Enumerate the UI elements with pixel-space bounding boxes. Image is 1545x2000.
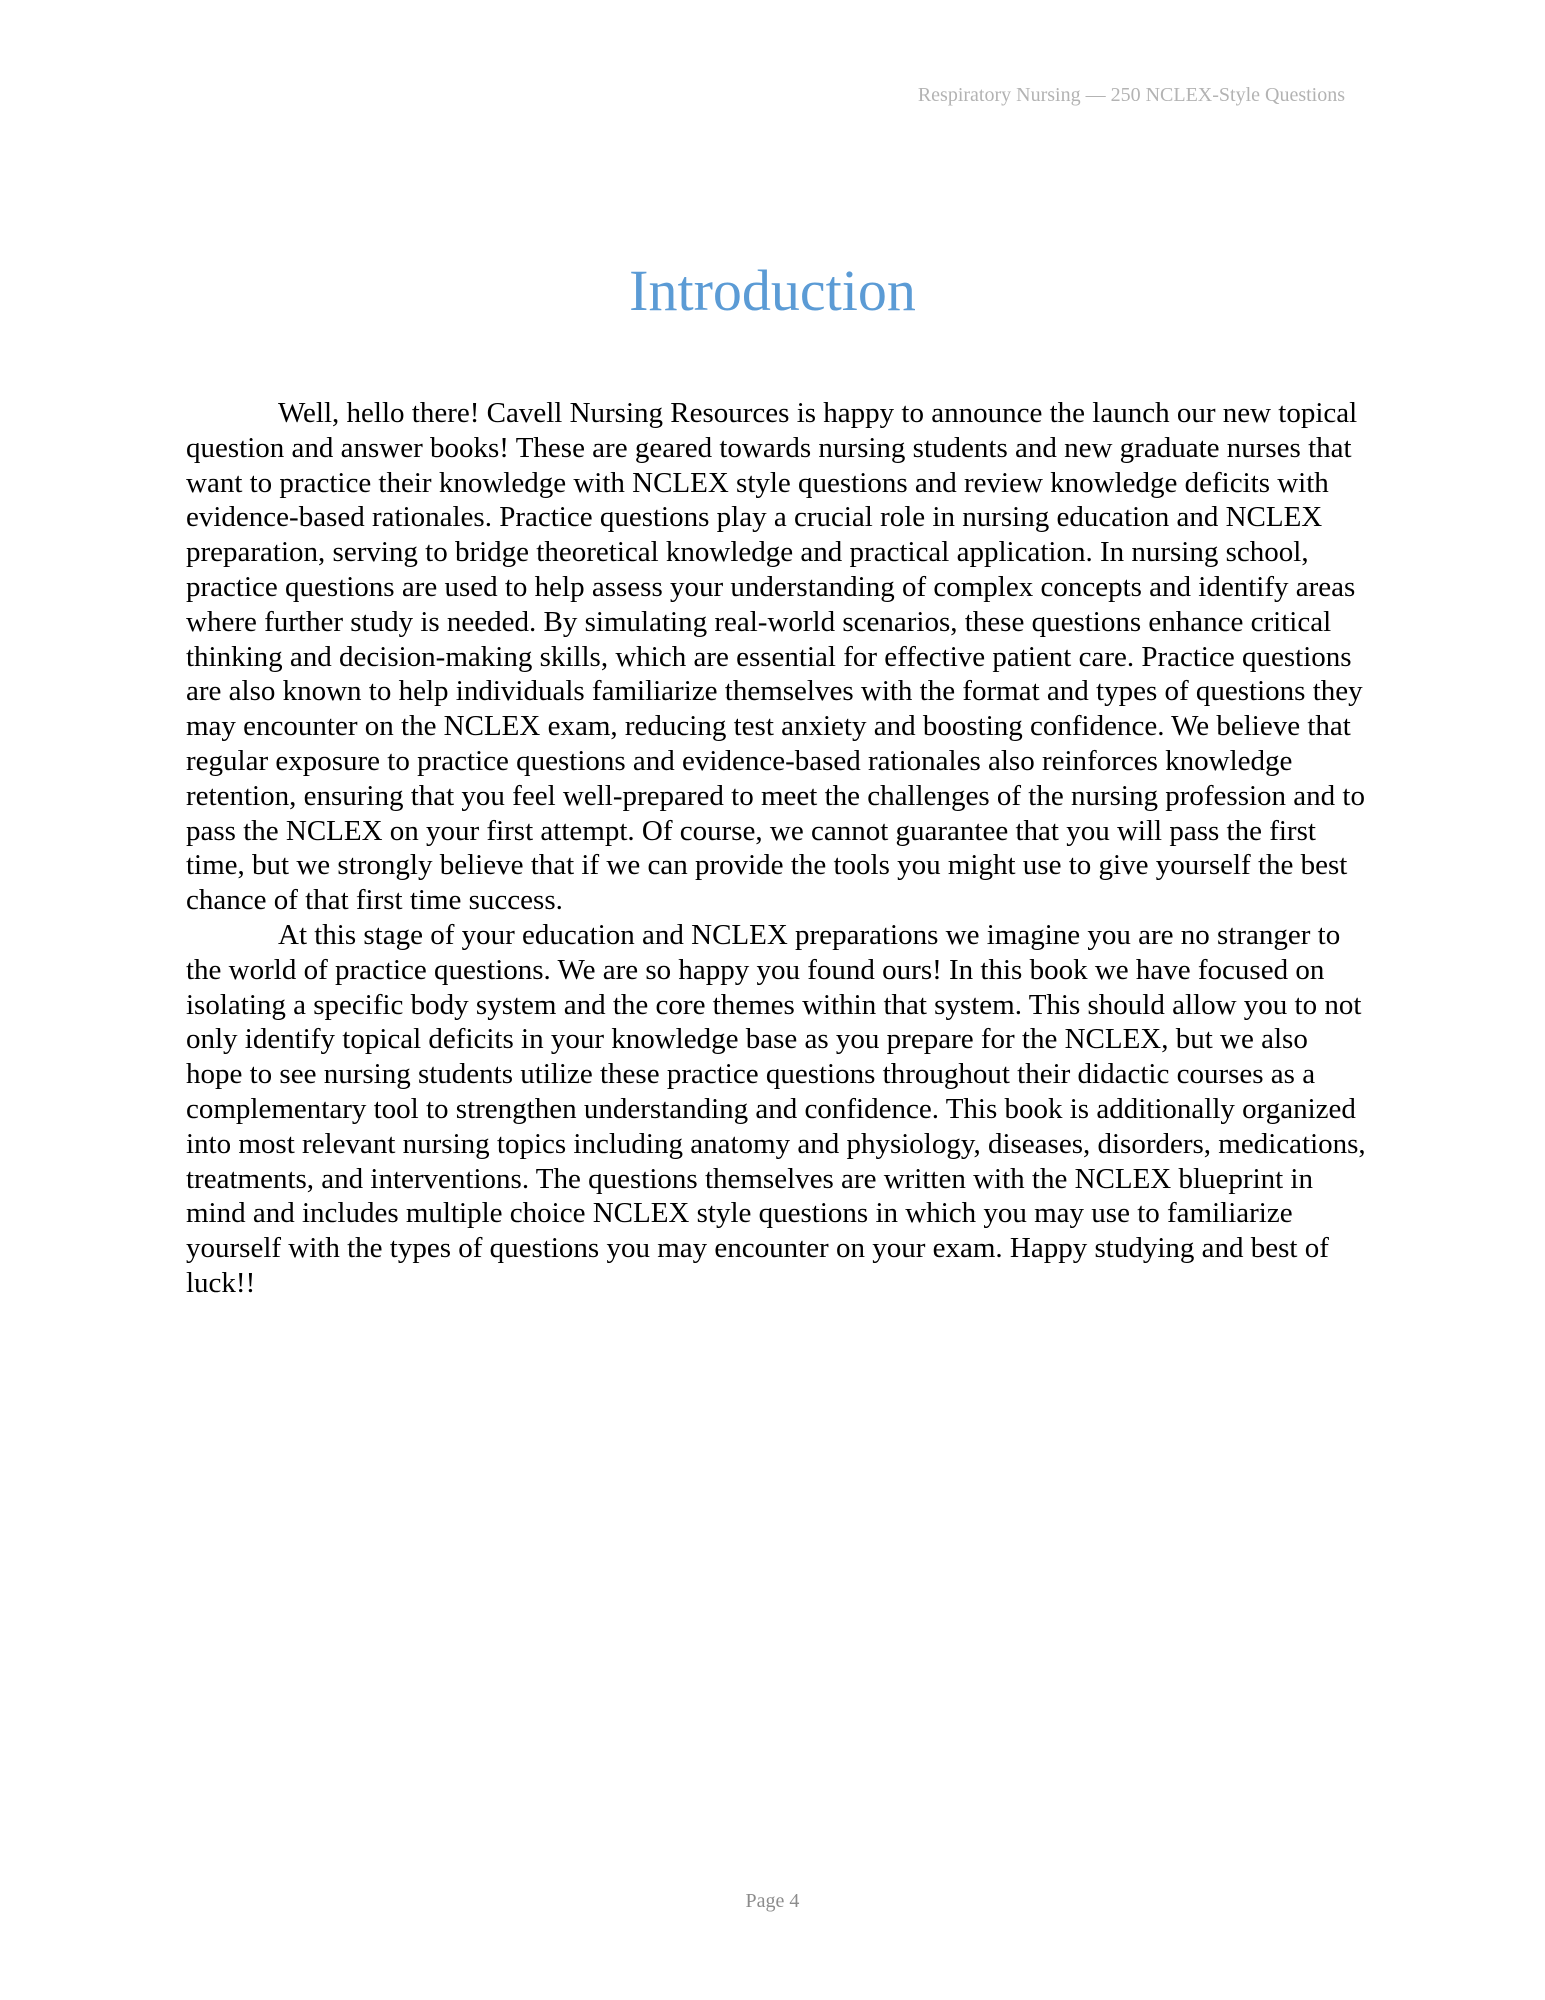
page-title: Introduction [629, 258, 916, 323]
paragraph-intro: Well, hello there! Cavell Nursing Resources is happy to announce the launch our new topical question and answer books! These are geared towards nursing students and new graduate nurses that want to practice their knowledge with NCLEX style questions and review knowledge deficits with evidence-based rationales. Practice questions play a crucial role in nursing education and NCLEX preparation, serving to bridge theoretical knowledge and practical application. In nursing school, practice questions are used to help assess your understanding of complex concepts and identify areas where further study is needed. By simulating real-world scenarios, these questions enhance critical thinking and decision-making skills, which are essential for effective patient care. Practice questions are also known to help individuals familiarize themselves with the format and types of questions they may encounter on the NCLEX exam, reducing test anxiety and boosting confidence. We believe that regular exposure to practice questions and evidence-based rationales also reinforces knowledge retention, ensuring that you feel well-prepared to meet the challenges of the nursing profession and to pass the NCLEX on your first attempt. Of course, we cannot guarantee that you will pass the first time, but we strongly believe that if we can provide the tools you might use to give yourself the best chance of that first time success. [186, 397, 1365, 917]
page-number: Page 4 [745, 1890, 800, 1912]
running-header: Respiratory Nursing — 250 NCLEX-Style Questions [917, 84, 1345, 106]
body-text [186, 396, 1366, 1301]
paragraph-book-overview: At this stage of your education and NCLEX preparations we imagine you are no stranger to the world of practice questions. We are so happy you found ours! In this book we have focused on isolating a specific body system and the core themes within that system. This should allow you to not only identify topical deficits in your knowledge base as you prepare for the NCLEX, but we also hope to see nursing students utilize these practice questions throughout their didactic courses as a complementary tool to strengthen understanding and confidence. This book is additionally organized into most relevant nursing topics including anatomy and physiology, diseases, disorders, medications, treatments, and interventions. The questions themselves are written with the NCLEX blueprint in mind and includes multiple choice NCLEX style questions in which you may use to familiarize yourself with the types of questions you may encounter on your exam. Happy studying and best of luck!! [186, 918, 1366, 1299]
